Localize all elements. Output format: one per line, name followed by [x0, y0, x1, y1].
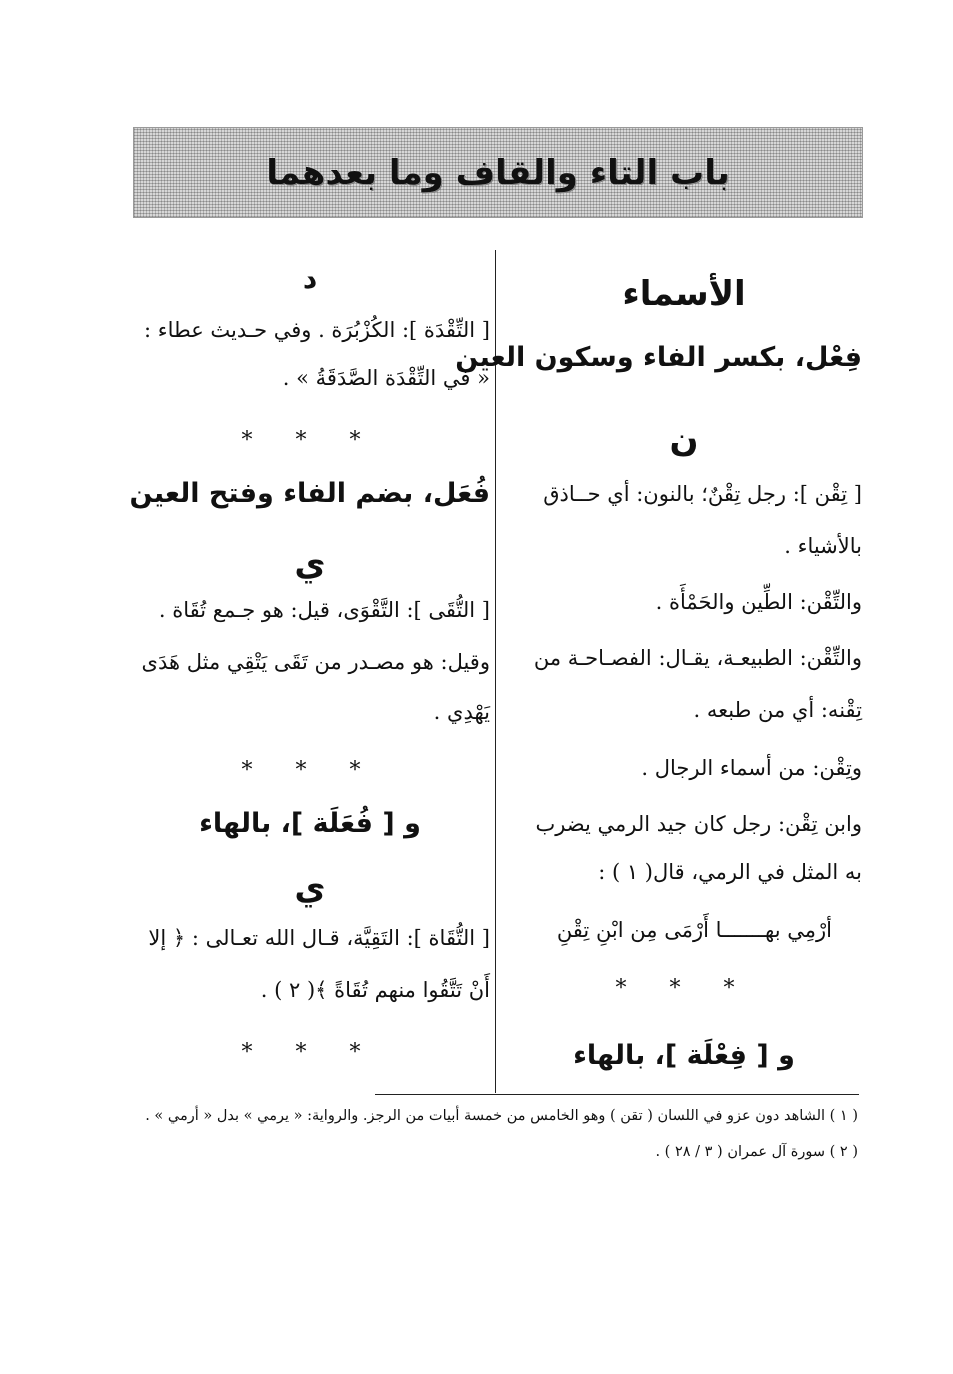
letter-heading-ya: ي	[294, 544, 326, 584]
entry-line: والتِّقْن: الطِّين والحَمْأَة .	[655, 590, 862, 614]
footnote-rule	[375, 1094, 859, 1095]
entry-line: [ التُّقَى ]: التَّقْوَى، قيل: هو جـمع تُقَاة .	[158, 598, 490, 622]
section-separator-stars: * * *	[241, 758, 379, 783]
letter-heading-ya: ي	[294, 868, 326, 908]
section-separator-stars: * * *	[241, 428, 379, 453]
section-heading-asmaa: الأسماء	[622, 274, 746, 314]
entry-line: يَهْدِي .	[433, 700, 490, 724]
chapter-header-banner	[133, 127, 863, 218]
entry-line: [ التِّقْدَة ]: الكُزْبُرَة . وفي حـديث عطاء :	[143, 318, 490, 342]
section-separator-stars: * * *	[615, 976, 753, 1001]
entry-line: [ تِقْن ]: رجل تِقْنٌ؛ بالنون: أي حــاذق	[543, 482, 862, 506]
letter-heading-nun: ن	[669, 420, 699, 460]
footnote-2: ( ٢ ) سورة آل عمران ( ٣ / ٢٨ ) .	[655, 1144, 858, 1160]
entry-line: به المثل في الرمي، قال( ١ ) :	[598, 860, 862, 884]
entry-line: بالأشياء .	[784, 534, 862, 558]
pattern-heading-filah: و [ فِعْلَة ]، بالهاء	[573, 1040, 795, 1071]
entry-line: أَنْ تَتَّقُوا منهم تُقَاةً ﴾( ٢ ) .	[260, 978, 490, 1002]
entry-line: وقيل: هو مصـدر من تَقَى يَتْقِي مثل هَدَى	[141, 650, 490, 674]
column-divider	[495, 250, 496, 1093]
entry-line: وتِقْن: من أسماء الرجال .	[641, 756, 862, 780]
pattern-heading-fual: فُعَل، بضم الفاء وفتح العين	[129, 478, 490, 509]
pattern-heading-fualah: و [ فُعَلَة ]، بالهاء	[199, 808, 421, 839]
entry-line: « في التِّقْدَة الصَّدَقَةُ » .	[282, 366, 490, 390]
entry-line: [ التُّقَاة ]: التَقِيَّة، قـال الله تعـالى : ﴿ إلا	[148, 926, 490, 950]
entry-line: والتِّقْن: الطبيعـة، يقـال: الفصـاحـة من	[533, 646, 862, 670]
letter-heading-dal: د	[302, 262, 318, 295]
poetry-verse: أرْمِي بهـــــــا أَرْمَى مِن ابْنِ تِقْنِ	[556, 918, 832, 942]
section-separator-stars: * * *	[241, 1040, 379, 1065]
chapter-title: باب التاء والقاف وما بعدهما	[266, 152, 730, 193]
pattern-heading-fil: فِعْل، بكسر الفاء وسكون العين	[455, 342, 862, 373]
entry-line: وابن تِقْن: رجل كان جيد الرمي يضرب	[535, 812, 862, 836]
entry-line: تِقْنه: أي من طبعه .	[693, 698, 862, 722]
footnote-1: ( ١ ) الشاهد دون عزو في اللسان ( تقن ) وهو الخامس من خمسة أبيات من الرجز. والرواية: « يرمي » بدل « أرمي » .	[145, 1108, 858, 1124]
